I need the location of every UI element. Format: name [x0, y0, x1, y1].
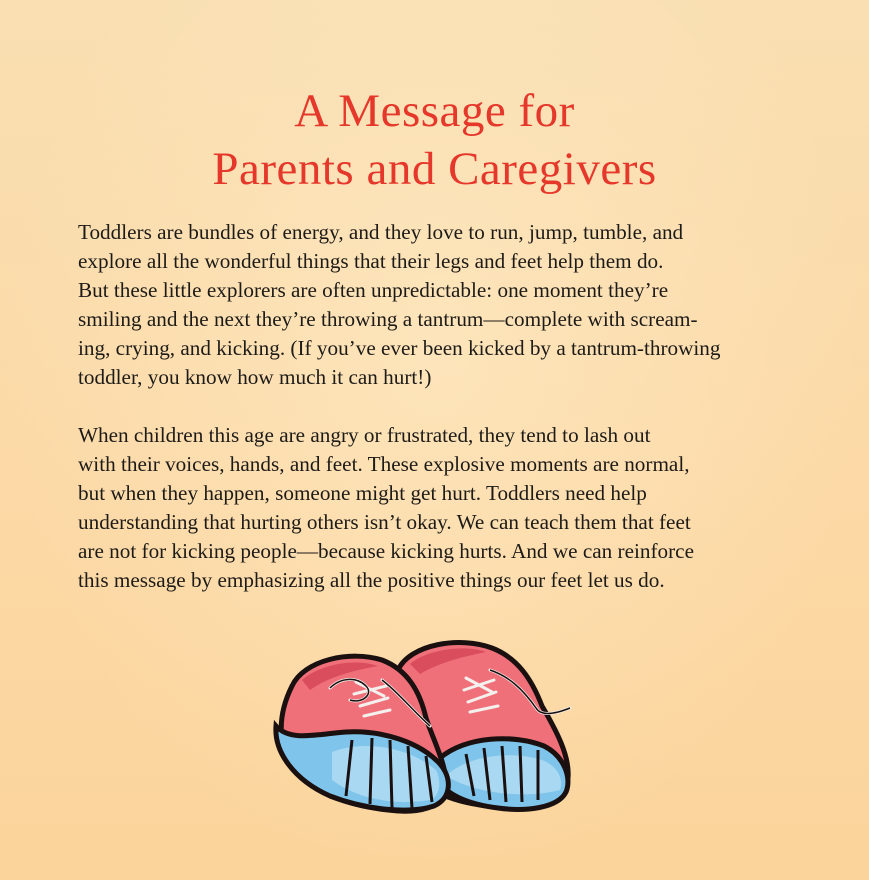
- title-line-1: A Message for: [294, 85, 575, 137]
- text-line: ing, crying, and kicking. (If you’ve ever been kicked by a tantrum-throwing: [78, 336, 721, 360]
- text-line: toddler, you know how much it can hurt!): [78, 365, 432, 389]
- text-line: are not for kicking people—because kicking hurts. And we can reinforce: [78, 539, 694, 563]
- text-line: with their voices, hands, and feet. These explosive moments are normal,: [78, 452, 690, 476]
- text-line: explore all the wonderful things that their legs and feet help them do.: [78, 249, 664, 273]
- text-line: Toddlers are bundles of energy, and they love to run, jump, tumble, and: [78, 220, 684, 244]
- text-line: smiling and the next they’re throwing a tantrum—complete with scream-: [78, 307, 698, 331]
- sneakers-icon: [270, 630, 590, 816]
- text-line: understanding that hurting others isn’t okay. We can teach them that feet: [78, 510, 691, 534]
- text-line: When children this age are angry or frustrated, they tend to lash out: [78, 423, 651, 447]
- text-line: but when they happen, someone might get hurt. Toddlers need help: [78, 481, 647, 505]
- title-line-2: Parents and Caregivers: [212, 143, 657, 195]
- paragraph-1: [78, 218, 808, 392]
- page-title: [0, 82, 869, 198]
- text-line: this message by emphasizing all the positive things our feet let us do.: [78, 568, 665, 592]
- text-line: But these little explorers are often unpredictable: one moment they’re: [78, 278, 669, 302]
- paragraph-2: [78, 421, 808, 595]
